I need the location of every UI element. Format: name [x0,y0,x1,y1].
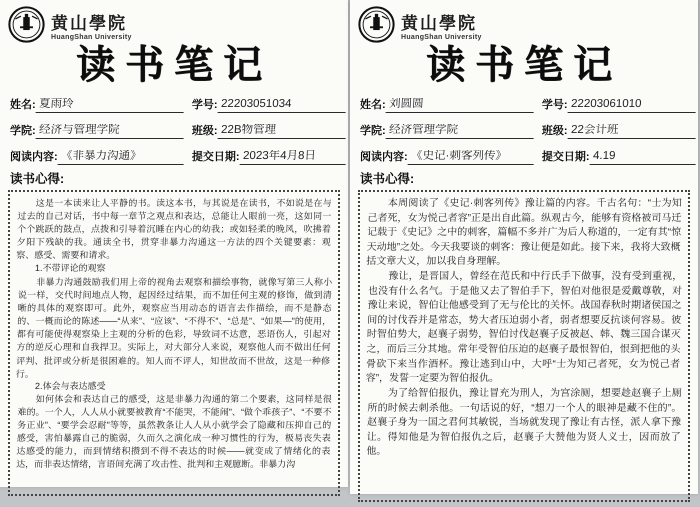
notes-heading: 2.体会与表达感受 [34,381,106,392]
field-reading-value: 《非暴力沟通》 [57,150,184,165]
field-name-label: 姓名: [360,99,386,111]
field-class-value: 22B物管理 [217,124,346,139]
notes-section-label: 读书心得: [360,172,415,186]
notes-paragraph: 这是一本读来让人平静的书。读这本书，与其说是在读书，不如说是在与过去的自己对话，书中每一章节之观点和表达，总能让人眼前一亮，这如同一个个跳跃的鼓点，点拨和引导着沉睡在内心的幼我；或如轻柔的晚风，吹拂着夕阳下残缺的我。通读全书，贯穿非暴力沟通这一方法的四个关键要素：观察、感受、需要和请求。 [16,198,332,261]
field-student-id-label: 学号: [541,99,568,111]
notes-section-label: 读书心得: [10,172,65,186]
notes-paragraph: 豫让，是晋国人，曾经在范氏和中行氏手下做事，没有受到重视，也没有什么名气。于是他又去了智伯手下，智伯对他很是爱戴尊敬，对豫让来说，智伯让他感受到了无与伦比的关怀。战国春秋时期诸侯国之间的讨伐吞并是常态，势大者压迫弱小者，弱者想要反抗谈何容易。彼时智伯势大，赵襄子弱势，智伯讨伐赵襄子反被赵、韩、魏三国合谋灭之，而后三分其地。常年受智伯压迫的赵襄子最恨智伯，恨到把他的头骨砍下来当作酒杯。豫让逃到山中，大呼“士为知己者死，女为悦己者容”，发誓一定要为智伯报仇。 [365,270,683,385]
field-name [360,93,534,113]
field-student-id-label: 学号: [191,99,218,111]
field-class-label: 班级: [541,125,568,137]
university-seal-icon [358,6,395,43]
notes-paragraph: 本周阅读了《史记·刺客列传》豫让篇的内容。千古名句：“士为知己者死，女为悦己者容”正是出自此篇。纵观古今，能够有资格被司马迁记载于《史记》之中的刺客，篇幅不多并广为后人称道的，一定有其“惊天动地”之处。今天我要谈的刺客：豫让便是如此。接下来，我将大致概括文章大义，加以我自身理解。 [366,198,682,268]
field-date-label: 提交日期: [541,151,590,163]
form-fields [358,93,690,165]
field-date-value: 4.19 [589,150,696,165]
field-college-value: 经济与管理学院 [35,124,184,139]
field-class-value: 22会计班 [567,124,696,139]
field-student-id [192,93,346,113]
notes-content-box [8,190,340,496]
university-name-cn: 黄山學院 [51,14,127,33]
university-name-en: HuangShan University [401,34,482,41]
field-class-label: 班级: [191,125,218,137]
page-title: 读书笔记 [425,44,622,87]
field-submit-date [192,145,346,165]
field-reading-value: 《史记·刺客列传》 [407,150,534,165]
university-header [358,6,690,44]
field-college-value: 经济管理学院 [385,124,534,139]
field-college [360,119,534,139]
field-reading-content [10,145,184,165]
field-reading-label: 阅读内容: [10,151,58,163]
field-college-label: 学院: [10,125,36,137]
field-name-value: 刘圆圆 [385,98,534,113]
notes-paragraph: 为了给智伯报仇，豫让冒充为刑人，为宫涂厕，想要趁赵襄子上厕所的时候去刺杀他。一句话说的好，“想刀一个人的眼神是藏不住的”。赵襄子身为一国之君何其敏锐，当场就发现了豫让有古怪，派人拿下豫让。得知他是为智伯报仇之后，赵襄子大赞他为贤人义士，因而放了他。 [366,387,682,458]
university-name-en: HuangShan University [51,34,132,41]
reading-notes-page-1 [0,0,348,487]
notes-paragraph: 如何体会和表达自己的感受，这是非暴力沟通的第二个要素，这同样是很难的。一个人，人人从小就要被教育“不能哭，不能闹”、“做个乖孩子”、“不要不务正业”、“要学会忍耐”等等，虽然教条让人人从小就学会了隐藏和压抑自己的感受，害怕暴露自己的脆弱，久而久之演化成一种习惯性的行为，极易丧失表达感受的能力，而到情绪积攒到不得不表达的时候——就变成了情绪化的表达，而非表达情绪，言语间充满了攻击性、批判和主观臆断。非暴力沟 [16,394,333,470]
field-name-label: 姓名: [10,99,36,111]
field-college [10,119,184,139]
field-class [542,119,696,139]
field-student-id [542,93,696,113]
field-student-id-value: 22203061010 [567,98,696,113]
university-seal-icon [8,6,45,43]
form-fields [8,93,340,165]
field-class [192,119,346,139]
field-date-value: 2023年4月8日 [239,150,346,165]
notes-content-box [358,190,690,502]
field-reading-content [360,145,534,165]
field-date-label: 提交日期: [191,151,240,163]
field-reading-label: 阅读内容: [360,151,408,163]
university-name-cn: 黄山學院 [401,14,477,33]
field-college-label: 学院: [360,125,386,137]
field-name-value: 夏雨玲 [35,98,184,113]
page-title: 读书笔记 [75,44,272,87]
field-submit-date [542,145,696,165]
notes-heading: 1.不带评论的观察 [34,263,106,274]
field-student-id-value: 22203051034 [217,98,346,113]
notes-paragraph: 非暴力沟通鼓励我们用上帝的视角去观察和描绘事物，就像写第三人称小说一样，交代时间地点人物，起因经过结果，而不加任何主观的修饰，做到清晰的具体的观察即可。此外，观察应当用动态的语言去作描绘，而不是静态的、一概而论的陈述——“从来”、“应该”、“不得不”、“总是”、“如果—”的使用，都有可能使得观察染上主观的分析的色彩，导致词不达意，恶语伤人，引起对方的逆反心理和自我捍卫。实际上，对大部分人来说，观察他人而不做出任何评判、批评或分析是很困难的。知人而不评人，知世故而不世故，这是一种修行。 [15,276,333,379]
field-name [10,93,184,113]
university-header [8,6,340,44]
reading-notes-page-2 [350,0,698,494]
